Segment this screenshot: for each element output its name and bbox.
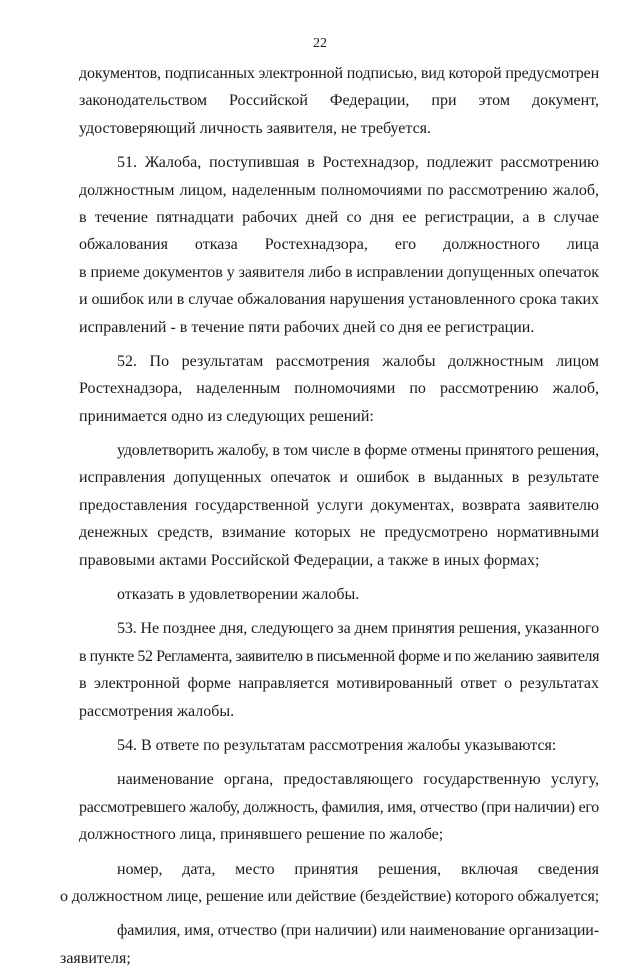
text-line: рассмотрения жалобы. [79,702,235,720]
text-line: обжалования отказа Ростехнадзора, его должностного лица [79,236,599,254]
text-line: денежных средств, взимание которых не предусмотрено нормативными [79,524,599,542]
text-line: 51. Жалоба, поступившая в Ростехнадзор, подлежит рассмотрению [117,154,599,172]
text-line: в приеме документов у заявителя либо в исправлении допущенных опечаток [79,263,600,281]
text-line: 54. В ответе по результатам рассмотрения жалобы указываются: [117,736,557,754]
paragraph-item-54 [79,732,599,759]
paragraph-item-53 [79,615,599,725]
text-line: исправления допущенных опечаток и ошибок в выданных в результате [79,469,599,487]
paragraph-authority-name [79,766,599,848]
paragraph-applicant-name [60,917,599,972]
text-line: в пункте 52 Регламента, заявителю в письменной форме и по желанию заявителя [79,647,599,665]
text-line: предоставления государственной услуги документах, возврата заявителю [79,496,599,514]
text-line: должностным лицом, наделенным полномочиями по рассмотрению жалоб, [79,181,599,199]
paragraph-satisfy-complaint [79,437,599,574]
text-line: исправлений - в течение пяти рабочих дней со дня ее регистрации. [79,318,535,336]
document-body [60,60,600,972]
text-line: отказать в удовлетворении жалобы. [117,586,360,604]
text-line: в электронной форме направляется мотивированный ответ о результатах [79,675,599,693]
text-line: документов, подписанных электронной подписью, вид которой предусмотрен [79,65,600,82]
text-line: принимается одно из следующих решений: [79,407,374,425]
paragraph-item-52 [79,348,599,430]
text-line: правовыми актами Российской Федерации, а также в иных формах; [79,551,540,569]
paragraph-item-51 [79,149,599,341]
text-line: заявителя; [60,949,131,967]
paragraph-decision-details [60,856,600,911]
text-line: Ростехнадзора, наделенным полномочиями по рассмотрению жалоб, [79,380,599,398]
text-line: наименование органа, предоставляющего государственную услугу, [117,771,599,789]
text-line: фамилия, имя, отчество (при наличии) или наименование организации- [117,922,599,940]
text-line: номер, дата, место принятия решения, включая сведения [117,860,599,878]
text-line: 52. По результатам рассмотрения жалобы должностным лицом [117,352,599,370]
text-line: удостоверяющий личность заявителя, не требуется. [79,119,432,137]
paragraph-refuse-complaint [79,581,599,608]
page-number: 22 [313,36,327,51]
text-line: и ошибок или в случае обжалования нарушения установленного срока таких [79,291,600,309]
text-line: о должностном лице, решение или действие (бездействие) которого обжалуется; [60,887,600,905]
text-line: рассмотревшего жалобу, должность, фамилия, имя, отчество (при наличии) его [79,798,599,816]
text-line: должностного лица, принявшего решение по жалобе; [79,826,444,844]
paragraph-continuation [79,60,599,142]
text-line: законодательством Российской Федерации, при этом документ, [79,92,599,110]
text-line: удовлетворить жалобу, в том числе в форме отмены принятого решения, [117,442,599,460]
text-line: 53. Не позднее дня, следующего за днем принятия решения, указанного [117,620,599,638]
text-line: в течение пятнадцати рабочих дней со дня ее регистрации, а в случае [79,208,599,226]
